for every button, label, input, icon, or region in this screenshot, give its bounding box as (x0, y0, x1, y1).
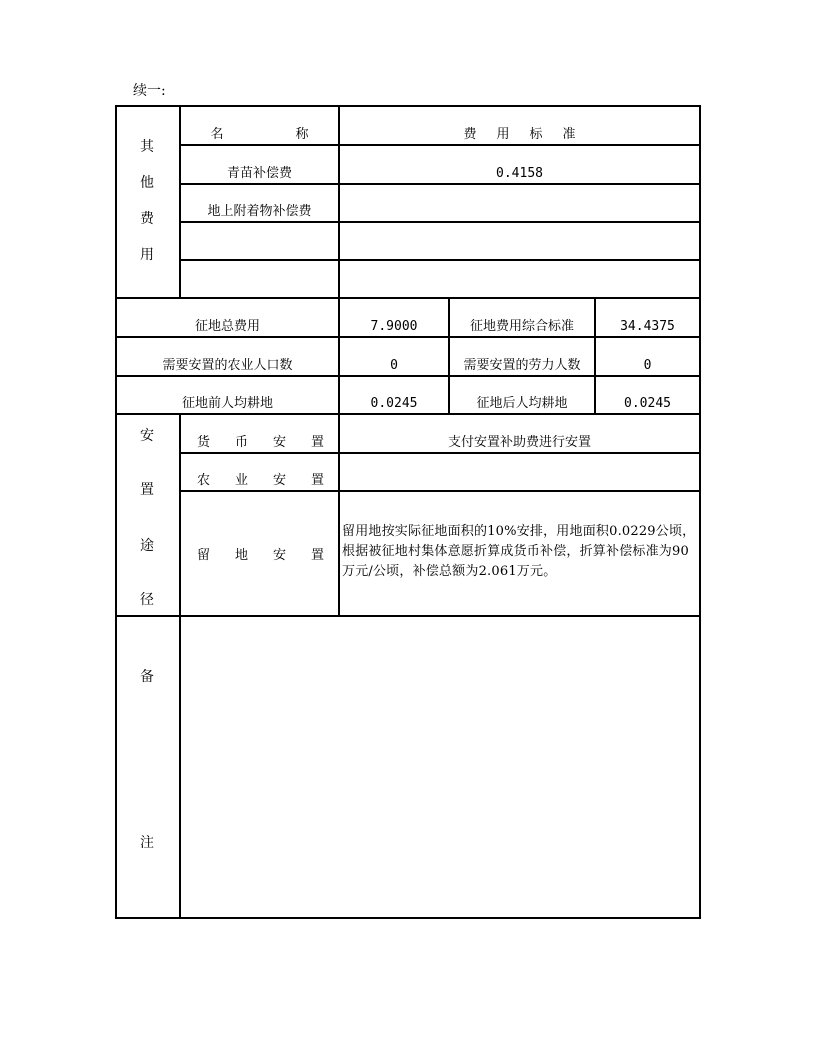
labor-value: 0 (643, 358, 652, 373)
side-char: 途 (140, 538, 154, 554)
fee-value-cell (340, 185, 699, 221)
agri-pop-label: 需要安置的农业人口数 (162, 358, 293, 373)
total-fee-value: 7.9000 (370, 319, 418, 334)
header-standard: 费 用 标 准 (463, 127, 576, 142)
fee-value-cell: 0.4158 (496, 166, 543, 181)
remarks-content (181, 617, 699, 917)
after-value: 0.0245 (624, 396, 671, 411)
header-name: 名 称 (210, 127, 309, 142)
currency-value: 支付安置补助费进行安置 (447, 435, 591, 450)
fee-name-cell: 地上附着物补偿费 (207, 204, 312, 219)
side-char: 径 (140, 592, 154, 608)
fee-name-cell (181, 223, 338, 259)
side-char: 用 (140, 247, 154, 263)
standard-label: 征地费用综合标准 (469, 319, 574, 334)
land-value: 留用地按实际征地面积的10%安排，用地面积0.0229公顷，根据被征地村集体意愿折算成货币补偿，折算补偿标准为90万元/公顷，补偿总额为2.061万元。 (342, 524, 696, 579)
side-char: 其 (140, 139, 154, 155)
total-fee-label: 征地总费用 (194, 319, 260, 334)
agri-label: 农 业 安 置 (197, 473, 324, 488)
land-label: 留 地 安 置 (197, 548, 324, 563)
continuation-label: 续一: (133, 83, 166, 99)
side-char: 费 (140, 211, 154, 227)
fee-value-cell (340, 223, 699, 259)
fee-name-cell: 青苗补偿费 (226, 166, 292, 181)
agri-pop-value: 0 (390, 358, 398, 373)
agri-value (340, 454, 699, 490)
before-label: 征地前人均耕地 (181, 396, 273, 411)
side-char: 备 (140, 669, 154, 685)
fee-value-cell (340, 261, 699, 297)
side-char: 注 (140, 835, 154, 851)
after-label: 征地后人均耕地 (476, 396, 568, 411)
standard-value: 34.4375 (620, 319, 675, 334)
labor-label: 需要安置的劳力人数 (463, 358, 581, 373)
currency-label: 货 币 安 置 (197, 435, 324, 450)
side-char: 置 (140, 482, 154, 498)
side-char: 他 (140, 175, 154, 191)
fee-name-cell (181, 261, 338, 297)
side-char: 安 (140, 428, 154, 444)
before-value: 0.0245 (370, 396, 418, 411)
